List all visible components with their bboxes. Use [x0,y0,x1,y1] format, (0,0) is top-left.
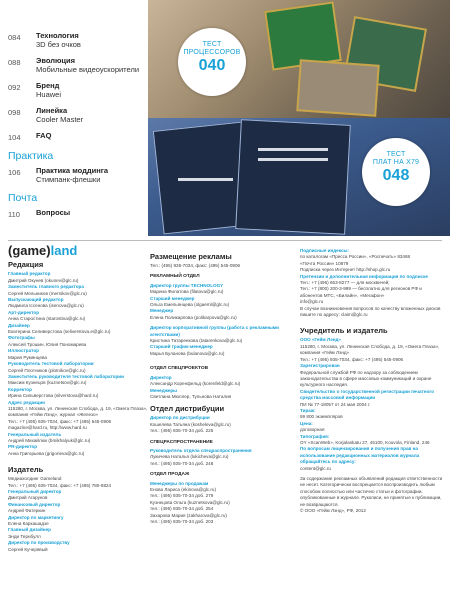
info-text: info@glc.ru [300,299,324,305]
info-text: «Почта России» 10879 [300,260,349,266]
info-text: Медиахолдинг Gameland [8,476,62,482]
role-label: По вопросам лицензирования и получения прав на использование редакционных материалов журнала обращайтесь по адресу: [300,446,420,465]
role-label: Директор корпоративной группы (работа с рекламными агентствами) [150,325,280,337]
role-label: Претензии и дополнительная информация по подписке [300,273,428,279]
info-text: Сергей Мельников (mernikov@glc.ru) [8,290,87,296]
section-heading: Размещение рекламы [150,252,232,261]
info-text: Энди Тернбулл [8,533,41,539]
toc-title: Эволюция [36,56,76,65]
role-label: Подписные индексы: [300,248,349,253]
role-label: Финансовый директор [8,501,61,507]
role-label: Адрес редакции [8,399,45,405]
role-label: Генеральный издатель [8,431,62,437]
info-text: Андрей Михайлюк (bmikhalyuk@glc.ru) [8,437,91,443]
info-text: Тел.: +7 (495) 935-7034, факс: +7 (495) 545-0906 [8,418,112,424]
role-label: Менеджеры [150,387,178,393]
toc-page-number: 110 [8,210,20,219]
toc-page-number: 098 [8,108,21,117]
role-label: Главный редактор [8,271,51,277]
info-text: Людмила Іссенова (isenova@glc.ru) [8,303,84,309]
subsection-heading: РЕКЛАМНЫЙ ОТДЕЛ [150,274,200,280]
table-of-contents [8,32,143,227]
ram-slot-shape [258,148,328,151]
badge-line2: ПЛАТ НА X79 [372,159,420,166]
info-text: Кузнецова Ольга (kuznetsova@glc.ru) [150,499,230,505]
role-label: Заместитель главного редактора [8,284,84,290]
role-label: Директор [150,374,172,380]
info-text: За содержание рекламных объявлений редакция ответственности не несет. Категорически воспрещается воспроизводить любым способом полностью или частично статьи и фотографии, опубликованные в журнале. Рукописи, не принятые к публикации, не возвращаются. [300,476,443,507]
toc-page-number: 084 [8,33,21,42]
info-text: Федеральной службой РФ по надзору за соблюдением законодательства в сфере массовых коммуникаций и охране культурного наследия. [300,369,432,388]
toc-subtitle: Стимпанк-флешки [36,174,101,184]
info-text: ПИ № 77-18057 от 24 мая 2004 г. [300,401,371,407]
role-label: Арт-директор [8,309,40,315]
role-label: Главный дизайнер [8,527,51,533]
info-text: по каталогам «Пресса России», «Роспечать» 83468 [300,254,411,260]
role-label: Тираж: [300,407,316,413]
info-text: Анна Григорьева (grigorieva@glc.ru) [8,450,85,456]
info-text: Анна Старостина (starostina@glc.ru) [8,316,86,322]
spacer [8,457,158,461]
badge-line2: ПРОЦЕССОРОВ [183,49,241,56]
section-heading: Издатель [8,465,44,475]
logo-part1: (game) [8,243,51,258]
toc-subtitle: Huawei [36,89,62,99]
info-text: тел.: (495) 935-70-34 доб. 279 [150,493,214,499]
info-text: тел.: (495) 935-70-34 доб. 225 [150,428,214,434]
processors-photo[interactable] [148,0,450,118]
info-text: Марина Филатова (filatova@glc.ru) [150,289,224,295]
info-text: В случае возникновения вопросов по качеству вложенных дисков пишите по адресу: claim@glc.ru [300,305,441,318]
role-label: Генеральный директор [8,489,62,494]
info-text: Ольга Емельянцева (olgaeml@glc.ru) [150,302,230,308]
spacer [300,318,445,322]
toc-entry[interactable] [8,57,143,74]
toc-entry[interactable] [8,167,143,184]
ram-slot-shape [258,158,328,161]
toc-entry[interactable] [8,209,143,219]
badge-line1: ТЕСТ [386,151,406,158]
toc-entry[interactable] [8,107,143,124]
info-text: © ООО «Гейм Лэнд», РФ, 2012 [300,508,366,514]
info-text: Марья Буланова (bulanova@glc.ru) [150,350,225,356]
toc-entry[interactable] [8,132,143,142]
role-label: Корректор [8,386,32,392]
info-text: Тел.: (495) 935-7034, факс: (495) 545-0906 [150,263,241,268]
info-text: договорная [300,427,325,433]
info-text: 115280, г. Москва, ул. Ленинская Слобода, д. 19, «Омега Плаза», компания «Гейм Лэнд», журнал «Железо» [8,405,148,418]
motherboard-image [235,119,351,235]
info-text: Тел.: +7 (495) 935-7034, факс: +7 (495) 545-0906 [300,356,404,362]
role-label: Типография: [300,433,330,439]
section-heading: Редакция [8,260,44,270]
motherboards-photo[interactable] [148,118,450,236]
logo-part2: land [50,243,78,258]
toc-page-number: 092 [8,83,21,92]
toc-title: Технология [36,31,79,40]
divider [8,240,442,241]
info-text: Тел.: +7 (800) 200-3-999 — бесплатно для регионов РФ и абонентов МТС, «Билайн», «Мегафон» [300,286,422,298]
info-text: Алексей Трошин, Юлия Пономарева [8,341,87,347]
info-text: Подписка через Интернет http://shop.glc.ru [300,267,391,273]
subsection-heading: ОТДЕЛ СПЕЦПРОЕКТОВ [150,366,209,372]
role-label: Дизайнер [8,322,30,328]
toc-page-number: 106 [8,168,21,177]
role-label: Руководитель отдела спецраспространения [150,447,252,453]
info-text: тел.: (495) 935-70-34 доб. 203 [150,519,214,524]
toc-title: Вопросы [36,208,71,217]
role-label: Менеджеры по продажам [150,480,209,486]
role-label: Старший менеджер [150,295,195,301]
subsection-heading: СПЕЦРАСПРОСТРАНЕНИЕ [150,439,213,445]
info-text: Кристина Татаренкова (tatarenkova@glc.ru) [150,338,243,344]
info-text: Елена Каркашадзе [8,521,49,527]
badge-line1: ТЕСТ [202,41,222,48]
role-label: Фотографы [8,335,35,341]
toc-entry[interactable] [8,82,143,99]
section-heading-practice: Практика [8,150,54,162]
role-label: Директор по маркетингу [8,514,64,520]
pci-slot-shape [178,178,233,181]
info-text: Дмитрий Окунев (okunev@glc.ru) [8,277,79,283]
role-label: Директор по дистрибуции [150,415,210,421]
toc-title: FAQ [36,131,52,140]
info-text: Лукичева Наталья (lukicheva@glc.ru) [150,454,229,460]
info-text: 115280, г. Москва, ул. Ленинская Слобода, д. 19, «Омега Плаза», компания «Гейм Лэнд» [300,343,440,356]
toc-subtitle: Мобильные видеоускорители [36,64,140,74]
info-text: Мария Румянцева [8,354,47,360]
info-text: Сергей Плотников (plotnikov@glc.ru) [8,367,86,373]
info-text: Максим Кузнецов (kuznetsov@glc.ru) [8,380,87,386]
role-label: Директор по производству [8,540,70,546]
badge-page-number: 040 [198,57,226,74]
role-label: Иллюстратор [8,348,39,354]
imprint-column-editorial [8,243,158,553]
role-label: Зарегистрирован [300,363,340,369]
info-text: Андрей Фатеркин [8,508,46,514]
role-label: Руководитель тестовой лаборатории [8,361,94,367]
info-text: тел.: (495) 935-70-34 доб. 248 [150,460,214,466]
info-text: тел.: (495) 935-70-34 доб. 254 [150,506,214,512]
processors-test-badge[interactable] [178,28,246,96]
toc-subtitle: Cooler Master [36,114,84,124]
info-text: Светлана Мюллер, Тульнова Наталия [150,393,232,399]
section-heading: Учредитель и издатель [300,326,388,336]
gameland-logo [8,243,158,258]
role-label: ООО «Гейм Лэнд» [300,337,341,343]
motherboards-test-badge[interactable] [362,138,430,206]
role-label: Менеджер [150,308,174,314]
imprint-column-advertising [150,248,295,525]
imprint-column-publisher [300,248,445,514]
processor-chip-image [296,59,379,116]
info-text: Дмитрий Агарунов [8,495,48,501]
info-text: Елена Поликарпова (polikarpova@glc.ru) [150,314,237,320]
role-label: Выпускающий редактор [8,297,64,303]
info-text: OY «ScanWeb», Korjalankatu 27, 45100, Kouvola, Finland, 246 [300,439,430,445]
info-text: Захарова Мария (zakharova@glc.ru) [150,512,227,518]
spacer [150,357,295,361]
role-label: PR-директор [8,444,38,450]
toc-title: Практика моддинга [36,166,109,175]
info-text: Ирина Сильверстова (silverstova@hard.ru) [8,393,99,399]
info-text: Тел.: +7 (495) 663-8277 — для москвичей; [300,280,390,286]
subsection-heading: ОТДЕЛ ПРОДАЖ [150,472,190,478]
toc-title: Бренд [36,81,60,90]
role-label: Цена: [300,420,313,426]
role-label: Заместитель руководителя тестовой лаборатории [8,373,124,379]
badge-page-number: 048 [382,167,410,184]
toc-page-number: 088 [8,58,21,67]
role-label: Директор группы TECHNOLOGY [150,282,224,288]
toc-title: Линейка [36,106,68,115]
section-heading: Отдел дистрибуции [150,404,225,414]
toc-entry[interactable] [8,32,143,49]
info-text: Тел.: +7 (495) 935-7034, факс: +7 (495) 780-8824 [8,482,112,488]
section-heading-mail: Почта [8,192,38,204]
info-text: Сергей Кучерявый [8,546,48,552]
toc-page-number: 104 [8,133,21,142]
info-text: Екатерина Селиверстова (seliverstova.e@glc.ru) [8,329,111,335]
info-text: Енова Лариса (ekinova@glc.ru) [150,486,216,492]
info-text: magazine@hard.ru, http://www.hard.ru [8,425,87,431]
info-text: content@glc.ru [300,465,331,471]
info-text: Кошелева Татьяна (kosheleva@glc.ru) [150,421,231,427]
info-text: Александр Коренфельд (korenfeld@glc.ru) [150,381,241,387]
toc-subtitle: 3D без очков [36,39,81,49]
role-label: Свидетельство о государственной регистрации печатного средства массовой информации [300,388,435,401]
role-label: Старший трафик-менеджер [150,344,213,350]
info-text: 59 800 экземпляров [300,414,343,420]
